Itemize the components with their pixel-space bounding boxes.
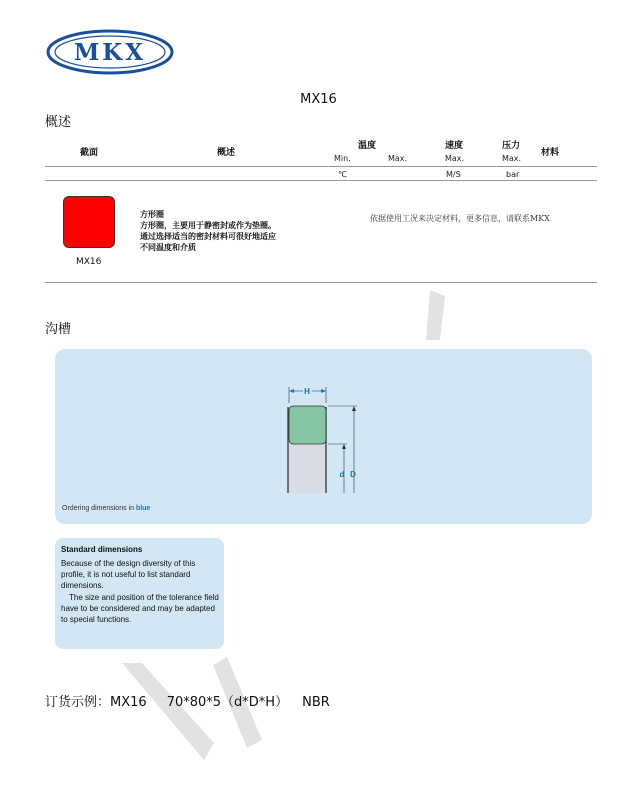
- order-code: MX16: [110, 695, 147, 710]
- description-line: 不同温度和介质: [140, 242, 196, 252]
- unit-temp: ℃: [338, 170, 347, 179]
- ordering-dimensions-note: [62, 505, 150, 512]
- sub-speed-max: Max.: [445, 154, 465, 163]
- dim-label-H: H: [304, 387, 310, 396]
- profile-cross-section: [63, 196, 115, 248]
- table-rule-mid: [45, 180, 597, 181]
- standard-dimensions-text: [61, 558, 221, 625]
- groove-heading: 沟槽: [45, 322, 72, 337]
- standard-dimensions-para: The size and position of the tolerance field have to be considered and may be adapted to special functions.: [61, 592, 219, 625]
- header-overview: 概述: [217, 148, 236, 158]
- product-title: MX16: [300, 92, 337, 107]
- profile-label: MX16: [76, 257, 102, 267]
- unit-speed: M/S: [446, 170, 461, 179]
- header-temperature: 温度: [358, 141, 377, 151]
- ordering-prefix: Ordering dimensions in: [62, 505, 134, 512]
- unit-pressure: bar: [506, 170, 520, 179]
- header-section: 截面: [80, 148, 99, 158]
- profile-description: [140, 209, 276, 253]
- sub-temp-min: Min.: [334, 154, 351, 163]
- header-speed: 速度: [445, 141, 464, 151]
- header-pressure: 压力: [502, 141, 521, 151]
- order-example: [45, 691, 340, 710]
- header-material: 材料: [541, 148, 560, 158]
- ordering-highlight: blue: [135, 505, 151, 512]
- table-rule-top: [45, 166, 597, 167]
- groove-diagram: [55, 349, 592, 524]
- dim-label-D: D: [350, 470, 356, 479]
- table-rule-bottom: [45, 282, 597, 283]
- standard-dimensions-para: Because of the design diversity of this profile, it is not useful to list standard dimensions.: [61, 559, 196, 591]
- order-label: 订货示例：: [45, 695, 111, 710]
- dim-label-d: d: [339, 470, 345, 479]
- description-line: 方形圈，主要用于静密封或作为垫圈。: [140, 220, 276, 230]
- sub-pressure-max: Max.: [502, 154, 522, 163]
- order-dims: 70*80*5（d*D*H）: [166, 695, 289, 710]
- material-note: 依据使用工况来决定材料，更多信息，请联系MKX: [370, 214, 550, 223]
- description-line: 方形圈: [140, 209, 164, 219]
- standard-dimensions-title: Standard dimensions: [61, 545, 143, 554]
- sub-temp-max: Max.: [388, 154, 408, 163]
- description-line: 通过选择适当的密封材料可很好地适应: [140, 231, 276, 241]
- order-material: NBR: [302, 695, 330, 710]
- overview-heading: 概述: [45, 115, 72, 130]
- svg-text:MKX: MKX: [73, 39, 147, 66]
